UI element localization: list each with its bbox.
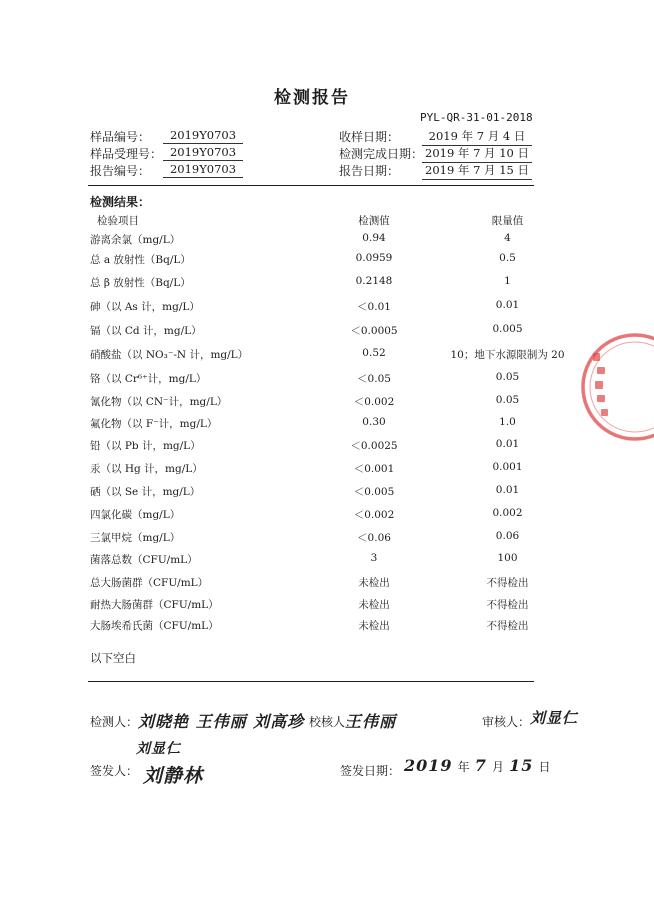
sample-no-label: 样品编号： (90, 130, 151, 144)
result-limit-value: 0.05 (495, 394, 520, 406)
result-measured-value: ＜0.0005 (350, 325, 398, 337)
sample-no-value: 2019Y0703 (163, 128, 243, 144)
result-measured-value: 未检出 (358, 599, 390, 611)
result-item-name: 汞（以 Hg 计，mg/L） (90, 463, 203, 475)
report-no-value: 2019Y0703 (163, 162, 243, 178)
issue-date (404, 756, 550, 775)
result-item-name: 大肠埃希氏菌（CFU/mL） (90, 620, 219, 632)
result-item-name: 总 a 放射性（Bq/L） (90, 254, 191, 266)
result-limit-value: 10；地下水源限制为 20 (450, 349, 565, 361)
tester-label: 检测人： (90, 715, 139, 729)
report-date-value: 2019 年 7 月 15 日 (422, 162, 532, 180)
result-measured-value: 0.30 (362, 416, 386, 428)
result-measured-value: ＜0.06 (357, 532, 391, 544)
result-item-name: 游离余氯（mg/L） (90, 234, 181, 246)
report-title: 检测报告 (274, 88, 350, 108)
sampling-date-value: 2019 年 7 月 4 日 (422, 128, 532, 146)
result-measured-value: 3 (370, 552, 378, 564)
result-measured-value: 0.52 (362, 347, 386, 359)
result-measured-value: 未检出 (358, 577, 390, 589)
result-measured-value: ＜0.005 (353, 486, 395, 498)
result-limit-value: 0.001 (492, 461, 523, 473)
test-done-label: 检测完成日期： (339, 147, 424, 161)
result-measured-value: 未检出 (358, 620, 390, 632)
result-item-name: 铅（以 Pb 计，mg/L） (90, 440, 201, 452)
test-done-value: 2019 年 7 月 10 日 (422, 145, 532, 163)
result-item-name: 三氯甲烷（mg/L） (90, 532, 181, 544)
issue-year: 2019 (404, 756, 453, 775)
result-limit-value: 0.01 (495, 299, 520, 311)
result-measured-value: ＜0.001 (353, 463, 395, 475)
tester-signature-extra: 刘显仁 (136, 741, 181, 757)
report-no-label: 报告编号： (90, 164, 151, 178)
reviewer-signature: 王伟丽 (345, 712, 397, 731)
document-number: PYL-QR-31-01-2018 (420, 111, 533, 124)
result-item-name: 铬（以 Cr⁶⁺计，mg/L） (90, 373, 207, 385)
footer-divider (88, 681, 534, 682)
accept-no-label: 样品受理号： (90, 147, 163, 161)
result-limit-value: 0.06 (495, 530, 520, 542)
result-measured-value: ＜0.05 (357, 373, 391, 385)
result-item-name: 氟化物（以 F⁻计，mg/L） (90, 418, 218, 430)
result-item-name: 镉（以 Cd 计，mg/L） (90, 325, 202, 337)
result-measured-value: 0.2148 (355, 275, 393, 287)
issue-year-unit: 年 (457, 760, 470, 774)
column-header-item: 检验项目 (97, 215, 139, 227)
official-seal-icon (575, 325, 654, 450)
result-item-name: 硒（以 Se 计，mg/L） (90, 486, 201, 498)
result-limit-value: 0.5 (499, 252, 516, 264)
result-limit-value: 1.0 (499, 416, 516, 428)
result-measured-value: ＜0.002 (353, 509, 395, 521)
header-divider (88, 185, 534, 186)
result-item-name: 菌落总数（CFU/mL） (90, 554, 198, 566)
tester-signature: 刘晓艳 王伟丽 刘高珍 (138, 712, 305, 731)
issuer-signature: 刘静林 (143, 765, 204, 787)
reviewer-label: 校核人： (309, 715, 358, 729)
result-item-name: 总大肠菌群（CFU/mL） (90, 577, 209, 589)
sampling-date-label: 收样日期： (339, 130, 400, 144)
issue-day-unit: 日 (538, 760, 551, 774)
end-note: 以下空白 (90, 651, 136, 665)
result-limit-value: 100 (497, 552, 518, 564)
result-limit-value: 不得检出 (486, 599, 529, 611)
issue-month: 7 (474, 756, 487, 775)
result-limit-value: 4 (504, 232, 511, 244)
result-limit-value: 0.01 (495, 438, 520, 450)
result-limit-value: 不得检出 (486, 577, 529, 589)
result-item-name: 耐热大肠菌群（CFU/mL） (90, 599, 219, 611)
issue-date-label: 签发日期： (340, 764, 401, 778)
accept-no-value: 2019Y0703 (163, 145, 243, 161)
result-measured-value: 0.94 (362, 232, 386, 244)
result-measured-value: ＜0.01 (357, 301, 391, 313)
result-item-name: 氰化物（以 CN⁻计，mg/L） (90, 396, 228, 408)
result-item-name: 总 β 放射性（Bq/L） (90, 277, 191, 289)
result-limit-value: 0.005 (492, 323, 523, 335)
result-item-name: 四氯化碳（mg/L） (90, 509, 181, 521)
report-date-label: 报告日期： (339, 164, 400, 178)
result-limit-value: 不得检出 (486, 620, 529, 632)
result-item-name: 硝酸盐（以 NO₃⁻-N 计，mg/L） (90, 349, 249, 361)
results-section-label: 检测结果： (90, 195, 151, 209)
result-measured-value: ＜0.0025 (350, 440, 398, 452)
auditor-signature: 刘显仁 (530, 709, 579, 727)
result-item-name: 砷（以 As 计，mg/L） (90, 301, 200, 313)
result-limit-value: 0.05 (495, 371, 520, 383)
column-header-limit: 限量值 (491, 215, 524, 227)
column-header-measured: 检测值 (358, 215, 390, 227)
result-measured-value: 0.0959 (355, 252, 393, 264)
result-limit-value: 0.01 (495, 484, 520, 496)
result-limit-value: 1 (504, 275, 511, 287)
issue-day: 15 (509, 756, 534, 775)
issuer-label: 签发人： (90, 764, 139, 778)
result-measured-value: ＜0.002 (353, 396, 395, 408)
result-limit-value: 0.002 (492, 507, 523, 519)
auditor-label: 审核人： (482, 715, 531, 729)
issue-month-unit: 月 (491, 760, 504, 774)
